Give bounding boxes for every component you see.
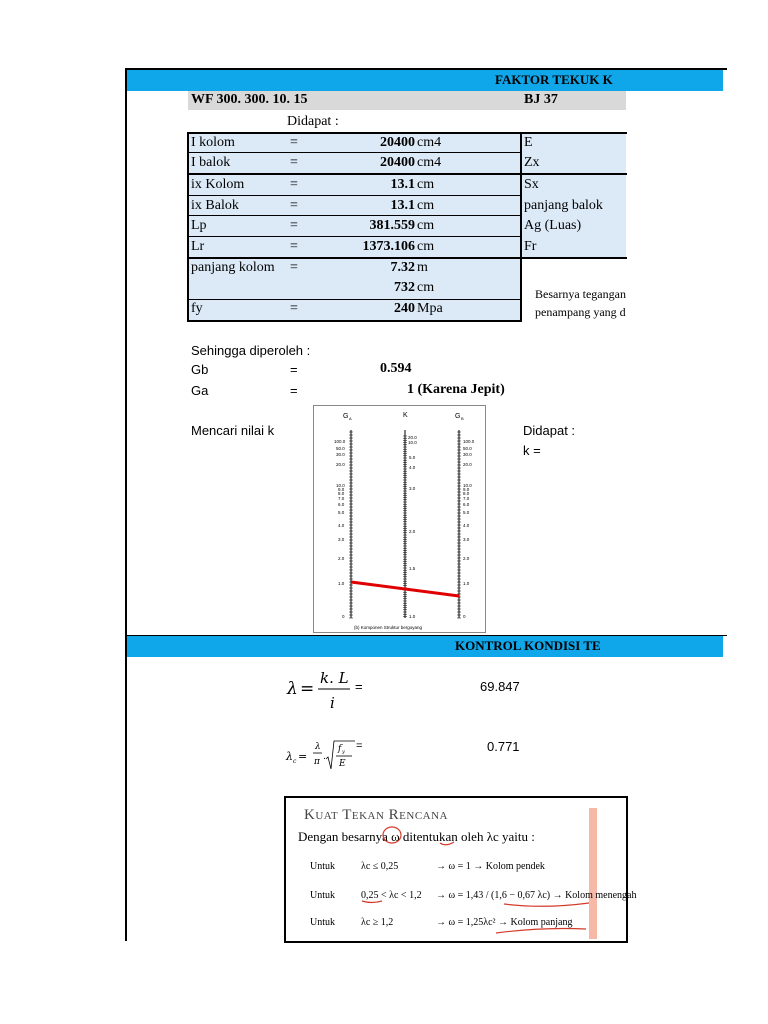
lambda-formula-svg (285, 665, 365, 715)
ga-tick: 2.0 (338, 556, 345, 561)
ga-label: Ga (191, 383, 209, 398)
gb-tick: 8.0 (463, 491, 470, 496)
mencari-label: Mencari nilai k (191, 423, 275, 438)
row-unit: cm4 (417, 135, 442, 150)
gb-tick: 9.0 (463, 487, 470, 492)
row-value: 240 (394, 301, 415, 316)
ga-tick: 6.0 (338, 502, 345, 507)
section-title-2: KONTROL KONDISI TE (455, 638, 601, 653)
gb-tick: 50.0 (463, 446, 472, 451)
kuat-result: → ω = 1 → Kolom pendek (436, 861, 545, 872)
ga-sub: A (349, 416, 352, 421)
ga-tick: 3.0 (338, 537, 345, 542)
svg-text:.: . (323, 752, 326, 762)
row-label: fy (191, 301, 203, 316)
table-border (187, 195, 522, 196)
table-border (187, 299, 522, 300)
didapat-k-label: Didapat : (523, 423, 576, 438)
ga-tick: 10.0 (336, 483, 345, 488)
kuat-tekan-box (284, 796, 637, 943)
row-unit: m (417, 260, 428, 275)
left-border (125, 68, 127, 941)
gb-tick: 100.0 (463, 439, 475, 444)
right-row-label: Sx (524, 177, 539, 192)
row-unit: Mpa (417, 301, 443, 316)
row-eq: = (290, 260, 298, 275)
kuat-cond: 0,25 < λc < 1,2 (361, 890, 422, 901)
gb-tick: 0 (463, 614, 466, 619)
row-eq: = (290, 177, 298, 192)
row-unit: cm (417, 177, 435, 192)
k-tick: 10.0 (408, 440, 417, 445)
ga-header: G (343, 413, 349, 420)
row-unit: cm (417, 239, 435, 254)
kuat-cond: λc ≤ 0,25 (361, 861, 399, 872)
row-eq: = (290, 155, 298, 170)
right-row-label: Fr (524, 239, 537, 254)
didapat-label: Didapat : (287, 114, 339, 129)
svg-text:i: i (330, 694, 335, 712)
table-border (187, 152, 522, 153)
steel-grade: BJ 37 (524, 92, 558, 107)
row-label: panjang kolom (191, 260, 275, 275)
sehingga-label: Sehingga diperoleh : (191, 343, 311, 358)
gb-tick: 30.0 (463, 452, 472, 457)
ga-tick: 50.0 (336, 446, 345, 451)
svg-text:=: = (300, 679, 315, 699)
svg-text:c: c (293, 758, 297, 765)
chart-caption: (b) Komponen Struktur bergoyang (354, 625, 423, 630)
right-row-label: Ag (Luas) (524, 218, 582, 233)
ga-tick: 7.0 (338, 496, 345, 501)
alignment-chart (313, 405, 486, 633)
gb-tick: 1.0 (463, 581, 470, 586)
kuat-intro: Dengan besarnya ω ditentukan oleh λc yaitu : (298, 829, 535, 844)
svg-text:λ: λ (315, 742, 321, 752)
ga-tick: 20.0 (336, 462, 345, 467)
ga-tick: 1.0 (338, 581, 345, 586)
row-unit: cm (417, 198, 435, 213)
k-tick: 2.0 (409, 529, 416, 534)
profile-name: WF 300. 300. 10. 15 (191, 92, 308, 107)
right-row-label: Zx (524, 155, 540, 170)
lambda-c-formula-svg (285, 735, 363, 777)
k-tick: 5.0 (409, 455, 416, 460)
row-eq: = (290, 198, 298, 213)
right-row-label: E (524, 135, 533, 150)
note-line: Besarnya tegangan (535, 287, 626, 301)
right-table-bg (522, 133, 626, 257)
table-border (187, 215, 522, 216)
gb-tick: 5.0 (463, 510, 470, 515)
row-value: 13.1 (390, 177, 415, 192)
lambda-c-value: 0.771 (487, 739, 520, 754)
row-eq: = (290, 239, 298, 254)
k-tick: 1.0 (409, 614, 416, 619)
lambda-value: 69.847 (480, 679, 520, 694)
row-label: I kolom (191, 135, 235, 150)
svg-text:π: π (314, 757, 320, 767)
table-border (187, 236, 522, 237)
left-table-bg (188, 133, 521, 321)
kuat-result: → ω = 1,43 / (1,6 − 0,67 λc) → Kolom menengah (436, 890, 637, 901)
row-unit: cm (417, 218, 435, 233)
svg-text:k. L: k. L (320, 669, 349, 687)
nomograph-svg (314, 406, 485, 632)
row-value: 1373.106 (362, 239, 415, 254)
gb-tick: 7.0 (463, 496, 470, 501)
gb-tick: 4.0 (463, 523, 470, 528)
row-value: 732 (394, 280, 415, 295)
row-eq: = (290, 218, 298, 233)
svg-text:=: = (298, 750, 308, 763)
lambda-eq: = (355, 679, 363, 694)
gb-sub: B (461, 416, 464, 421)
row-value: 20400 (380, 155, 415, 170)
gb-eq: = (290, 362, 298, 377)
ga-tick: 100.0 (334, 439, 346, 444)
row-value: 381.559 (369, 218, 415, 233)
row-label: I balok (191, 155, 231, 170)
row-label: ix Balok (191, 198, 239, 213)
ga-tick: 5.0 (338, 510, 345, 515)
table-border (187, 257, 627, 259)
ga-eq: = (290, 383, 298, 398)
k-tick: 20.0 (408, 435, 417, 440)
kuat-untuk: Untuk (310, 890, 335, 901)
k-tick: 3.0 (409, 486, 416, 491)
svg-text:λ: λ (286, 750, 293, 763)
gb-label: Gb (191, 362, 209, 377)
gb-tick: 10.0 (463, 483, 472, 488)
table-border (187, 320, 522, 322)
svg-text:E: E (339, 759, 346, 769)
table-border (520, 132, 522, 322)
ga-tick: 0 (342, 614, 345, 619)
k-header: K (403, 412, 408, 419)
gb-tick: 3.0 (463, 537, 470, 542)
section-header-bar (127, 70, 723, 91)
row-value: 13.1 (390, 198, 415, 213)
k-equals: k = (523, 443, 541, 458)
lambda-formula (285, 665, 365, 715)
gb-tick: 20.0 (463, 462, 472, 467)
kuat-cond: λc ≥ 1,2 (361, 917, 394, 928)
ga-tick: 8.0 (338, 491, 345, 496)
row-label: Lp (191, 218, 207, 233)
section-header-bar-2 (127, 636, 723, 657)
section-title: FAKTOR TEKUK K (495, 72, 613, 87)
kuat-untuk: Untuk (310, 861, 335, 872)
gb-tick: 2.0 (463, 556, 470, 561)
ga-value: 1 (Karena Jepit) (407, 382, 505, 397)
lambda-c-formula (285, 735, 363, 777)
row-label: Lr (191, 239, 205, 254)
kuat-title: Kuat Tekan Rencana (304, 807, 448, 823)
svg-text:y: y (342, 749, 345, 755)
red-annotations (286, 798, 626, 941)
svg-text:λ: λ (287, 679, 298, 699)
kuat-untuk: Untuk (310, 917, 335, 928)
gb-value: 0.594 (380, 361, 412, 376)
k-tick: 4.0 (409, 465, 416, 470)
row-unit: cm (417, 280, 435, 295)
row-eq: = (290, 135, 298, 150)
gb-tick: 6.0 (463, 502, 470, 507)
k-tick: 1.5 (409, 566, 416, 571)
ga-tick: 4.0 (338, 523, 345, 528)
row-eq: = (290, 301, 298, 316)
row-label: ix Kolom (191, 177, 245, 192)
lambda-c-eq: = (356, 740, 363, 752)
table-border (187, 173, 627, 175)
note-line: penampang yang d (535, 305, 626, 319)
row-value: 20400 (380, 135, 415, 150)
table-border (187, 132, 189, 322)
ga-tick: 9.0 (338, 487, 345, 492)
gb-header: G (455, 413, 461, 420)
ga-tick: 30.0 (336, 452, 345, 457)
right-row-label: panjang balok (524, 198, 603, 213)
row-unit: cm4 (417, 155, 442, 170)
svg-text:f: f (338, 744, 342, 754)
table-border (187, 132, 627, 134)
row-value: 7.32 (390, 260, 415, 275)
kuat-result: → ω = 1,25λc² → Kolom panjang (436, 917, 573, 928)
